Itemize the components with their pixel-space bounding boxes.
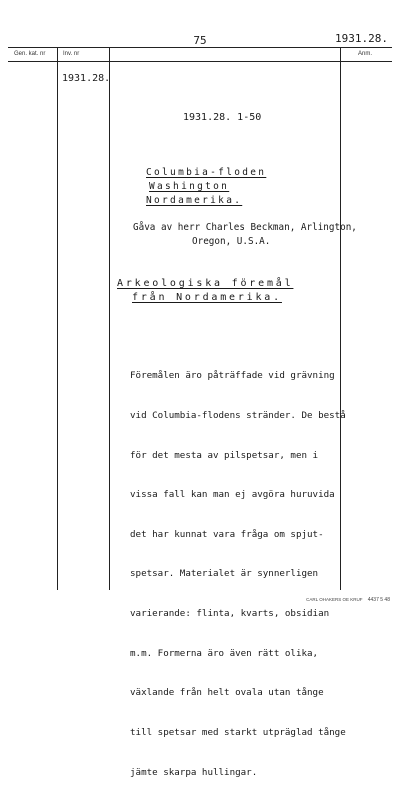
column-divider-2 (109, 47, 110, 590)
subtitle-line-2: från Nordamerika. (132, 292, 282, 303)
page-number: 75 (193, 34, 207, 47)
printer-name: CARL OHAKERS OE KRUF (306, 597, 363, 602)
description-line: växlande från helt ovala utan tånge (130, 687, 324, 699)
donation-line-2: Oregon, U.S.A. (192, 236, 271, 247)
description-line: vid Columbia-flodens stränder. De bestå (130, 410, 346, 422)
description-line: varierande: flinta, kvarts, obsidian (130, 608, 330, 620)
description-line: till spetsar med starkt utpräglad tånge (130, 726, 346, 738)
column-header-anm: Anm. (358, 51, 373, 57)
catalog-reference: 1931.28. (335, 32, 388, 45)
header-rule-bottom (8, 61, 392, 62)
description-paragraph (130, 343, 346, 792)
header-rule-top (8, 47, 392, 48)
title-line-3: Nordamerika. (146, 195, 243, 206)
title-line-2: Washington (149, 181, 230, 192)
donation-line-1: Gåva av herr Charles Beckman, Arlington, (133, 222, 357, 233)
catalog-range: 1931.28. 1-50 (183, 112, 262, 123)
column-header-inv-nr: Inv. nr (63, 51, 80, 57)
column-divider-1 (57, 47, 58, 590)
description-line: m.m. Formerna äro även rätt olika, (130, 647, 319, 659)
subtitle-line-1: Arkeologiska föremål (117, 278, 294, 289)
description-line: vissa fall kan man ej avgöra huruvida (130, 489, 335, 501)
description-line: för det mesta av pilspetsar, men i (130, 449, 319, 461)
printer-imprint (306, 597, 390, 603)
description-line: det har kunnat vara fråga om spjut- (130, 528, 324, 540)
inventory-number: 1931.28. (62, 73, 111, 84)
column-header-gen-kat-nr: Gen. kat. nr (14, 51, 46, 57)
title-line-1: Columbia-floden (146, 167, 267, 178)
form-code: 4437 5 48 (367, 597, 390, 603)
description-line: spetsar. Materialet är synnerligen (130, 568, 319, 580)
description-line: jämte skarpa hullingar. (130, 766, 258, 778)
description-line: Föremålen äro påträffade vid grävning (130, 370, 335, 382)
